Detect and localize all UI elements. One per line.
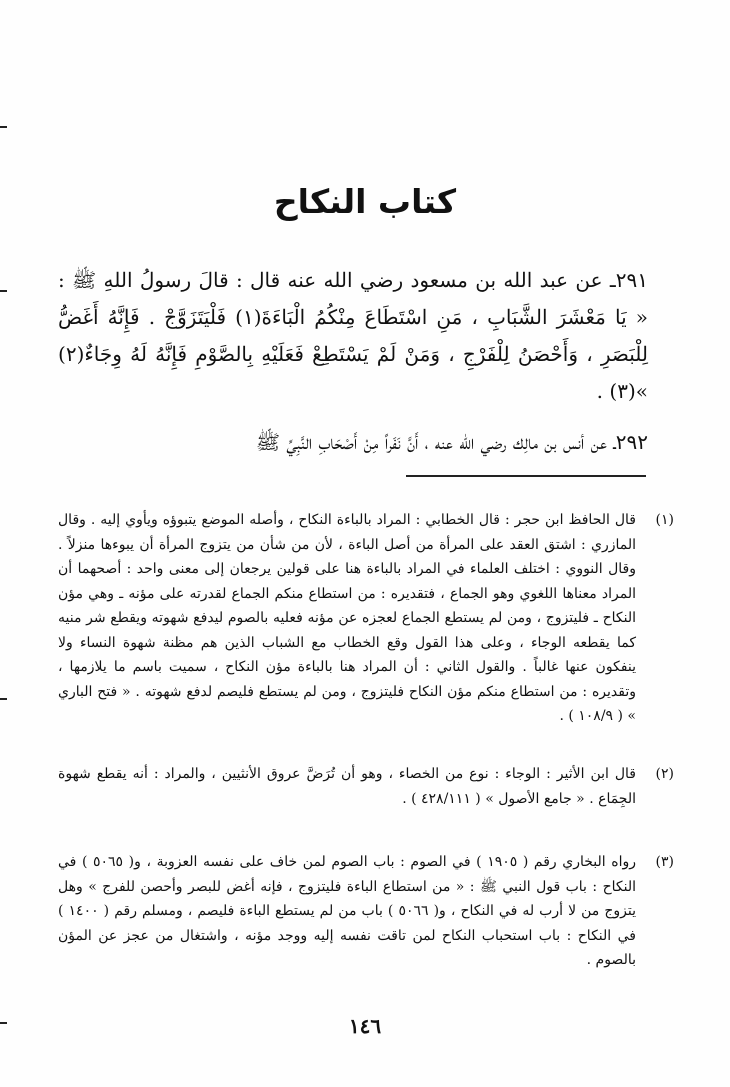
footnote-number: (٣) [655,854,674,870]
hadith-292: ٢٩٢ـ عن أنس بن مالِك رضي الله عنه ، أَنَّ نَفَراً مِنْ أَصْحَابِ النَّبِيِّ ﷺ [255,430,648,454]
chapter-title: كتاب النكاح [273,182,457,221]
footnote-text: رواه البخاري رقم ( ١٩٠٥ ) في الصوم : باب الصوم لمن خاف على نفسه العزوبة ، و( ٥٠٦٥ ) في النكاح : باب قول النبي ﷺ : « من استطاع الباءة فليتزوج ، فإنه أغض للبصر وأحصن للفرج » وهل يتزوج من لا أرب له في النكاح ، و( ٥٠٦٦ ) باب من لم يستطع الباءة فليصم ، ومسلم رقم ( ١٤٠٠ ) في النكاح : باب استحباب النكاح لمن تاقت نفسه إليه ووجد مؤنه ، واشتغال من عجز عن المؤن بالصوم . [58,854,636,968]
footnote-2 [58,762,674,811]
footnote-text: قال الحافظ ابن حجر : قال الخطابي : المراد بالباءة النكاح ، وأصله الموضع يتبوؤه ويأوي إليه . وقال المازري : اشتق العقد على المرأة من أصل الباءة ، لأن من شأن من يتزوج المرأة أن يبوءها منزلاً . وقال النووي : اختلف العلماء في المراد بالباءة هنا على قولين يرجعان إلى معنى واحد : أصحهما أن المراد معناها اللغوي وهو الجماع ، فتقديره : من استطاع منكم الجماع لقدرته على مؤنه ـ وهي مؤن النكاح ـ فليتزوج ، ومن لم يستطع الجماع لعجزه عن مؤنه فعليه بالصوم ليدفع شهوته ويقطع شر منيه كما يقطعه الوجاء ، وعلى هذا القول وقع الخطاب مع الشباب الذين هم مظنة شهوة النساء ولا ينفكون عنها غالباً . والقول الثاني : أن المراد هنا بالباءة مؤن النكاح ، سميت باسم ما يلازمها ، وتقديره : من استطاع منكم مؤن النكاح فليتزوج ، ومن لم يستطع فليصم لدفع شهوته . « فتح الباري » ( ١٠٨/٩ ) . [58,512,636,724]
footnote-number: (١) [655,512,674,528]
scan-edge-mark [0,698,7,700]
scan-edge-mark [0,290,7,292]
footnote-separator [406,475,646,477]
footnote-text: قال ابن الأثير : الوجاء : نوع من الخصاء ، وهو أن تُرَضَّ عروق الأنثيين ، والمراد : أنه يقطع شهوة الجِمَاع . « جامع الأصول » ( ٤٢٨/١١١ ) . [58,766,636,807]
footnote-3 [58,850,674,973]
footnote-number: (٢) [655,766,674,782]
footnote-1 [58,508,674,729]
scan-edge-mark [0,126,7,128]
hadith-291: ٢٩١ـ عن عبد الله بن مسعود رضي الله عنه قال : قالَ رسولُ اللهِ ﷺ : « يَا مَعْشَرَ الشَّبَابِ ، مَنِ اسْتَطَاعَ مِنْكُمُ الْبَاءَةَ(١) فَلْيَتَزَوَّجْ . فَإِنَّهُ أَغَضُّ لِلْبَصَرِ ، وَأَحْصَنُ لِلْفَرْجِ ، وَمَنْ لَمْ يَسْتَطِعْ فَعَلَيْهِ بِالصَّوْمِ فَإِنَّهُ لَهُ وِجَاءٌ(٢) »(٣) . [58,268,649,403]
page-number: ١٤٦ [348,1014,382,1038]
